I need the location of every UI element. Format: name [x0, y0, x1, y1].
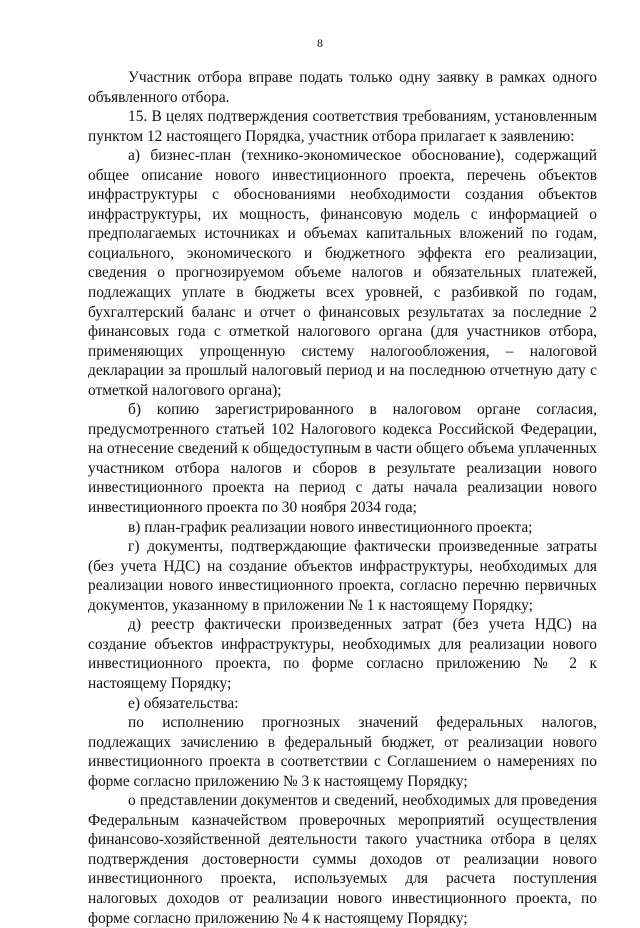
page-number: 8 — [317, 36, 323, 50]
paragraph-item-e: е) обязательства: — [128, 694, 239, 712]
paragraph-item-b: б) копию зарегистрированного в налоговом органе согласия, предусмотренного статьей 102 Налогового кодекса Российской Федерации, на отнесение сведений к общедоступным в части общего объема уплаченных участником отбора налогов и сборов в результате реализации нового инвестиционного проекта на период с даты начала реализации нового инвестиционного проекта по 30 ноября 2034 года; — [88, 401, 597, 517]
paragraph-item-v: в) план-график реализации нового инвестиционного проекта; — [128, 518, 533, 536]
paragraph-item-15: 15. В целях подтверждения соответствия требованиям, установленным пунктом 12 настоящего Порядка, участник отбора прилагает к заявлению: — [88, 108, 597, 145]
document-body — [88, 68, 597, 928]
paragraph-obligation-documents: о представлении документов и сведений, необходимых для проведения Федеральным казначейством проверочных мероприятий осуществления финансово-хозяйственной деятельности такого участника отбора в целях подтверждения достоверности суммы доходов от реализации нового инвестиционного проекта, используемых для расчета поступления налоговых доходов от реализации нового инвестиционного проекта, по форме согласно приложению № 4 к настоящему Порядку; — [88, 792, 597, 927]
paragraph-application-limit: Участник отбора вправе подать только одну заявку в рамках одного объявленного отбора. — [88, 69, 597, 106]
paragraph-item-d: д) реестр фактически произведенных затрат (без учета НДС) на создание объектов инфраструктуры, необходимых для реализации нового инвестиционного проекта, по форме согласно приложению № 2 к настоящему Порядку; — [88, 616, 597, 692]
paragraph-obligation-taxes: по исполнению прогнозных значений федеральных налогов, подлежащих зачислению в федеральный бюджет, от реализации нового инвестиционного проекта в соответствии с Соглашением о намерениях по форме согласно приложению № 3 к настоящему Порядку; — [88, 714, 597, 790]
paragraph-item-g: г) документы, подтверждающие фактически произведенные затраты (без учета НДС) на создание объектов инфраструктуры, необходимых для реализации нового инвестиционного проекта, согласно перечню первичных документов, указанному в приложении № 1 к настоящему Порядку; — [88, 538, 597, 614]
paragraph-item-a: а) бизнес-план (технико-экономическое обоснование), содержащий общее описание нового инвестиционного проекта, перечень объектов инфраструктуры с обоснованиями необходимости создания объектов инфраструктуры, их мощность, финансовую модель с информацией о предполагаемых источниках и объемах капитальных вложений по годам, социального, экономического и бюджетного эффекта его реализации, сведения о прогнозируемом объеме налогов и обязательных платежей, подлежащих уплате в бюджеты всех уровней, с разбивкой по годам, бухгалтерский баланс и отчет о финансовых результатах за последние 2 финансовых года с отметкой налогового органа (для участников отбора, применяющих упрощенную систему налогообложения, – налоговой декларации за прошлый налоговый период и на последнюю отчетную дату с отметкой налогового органа); — [88, 147, 597, 399]
